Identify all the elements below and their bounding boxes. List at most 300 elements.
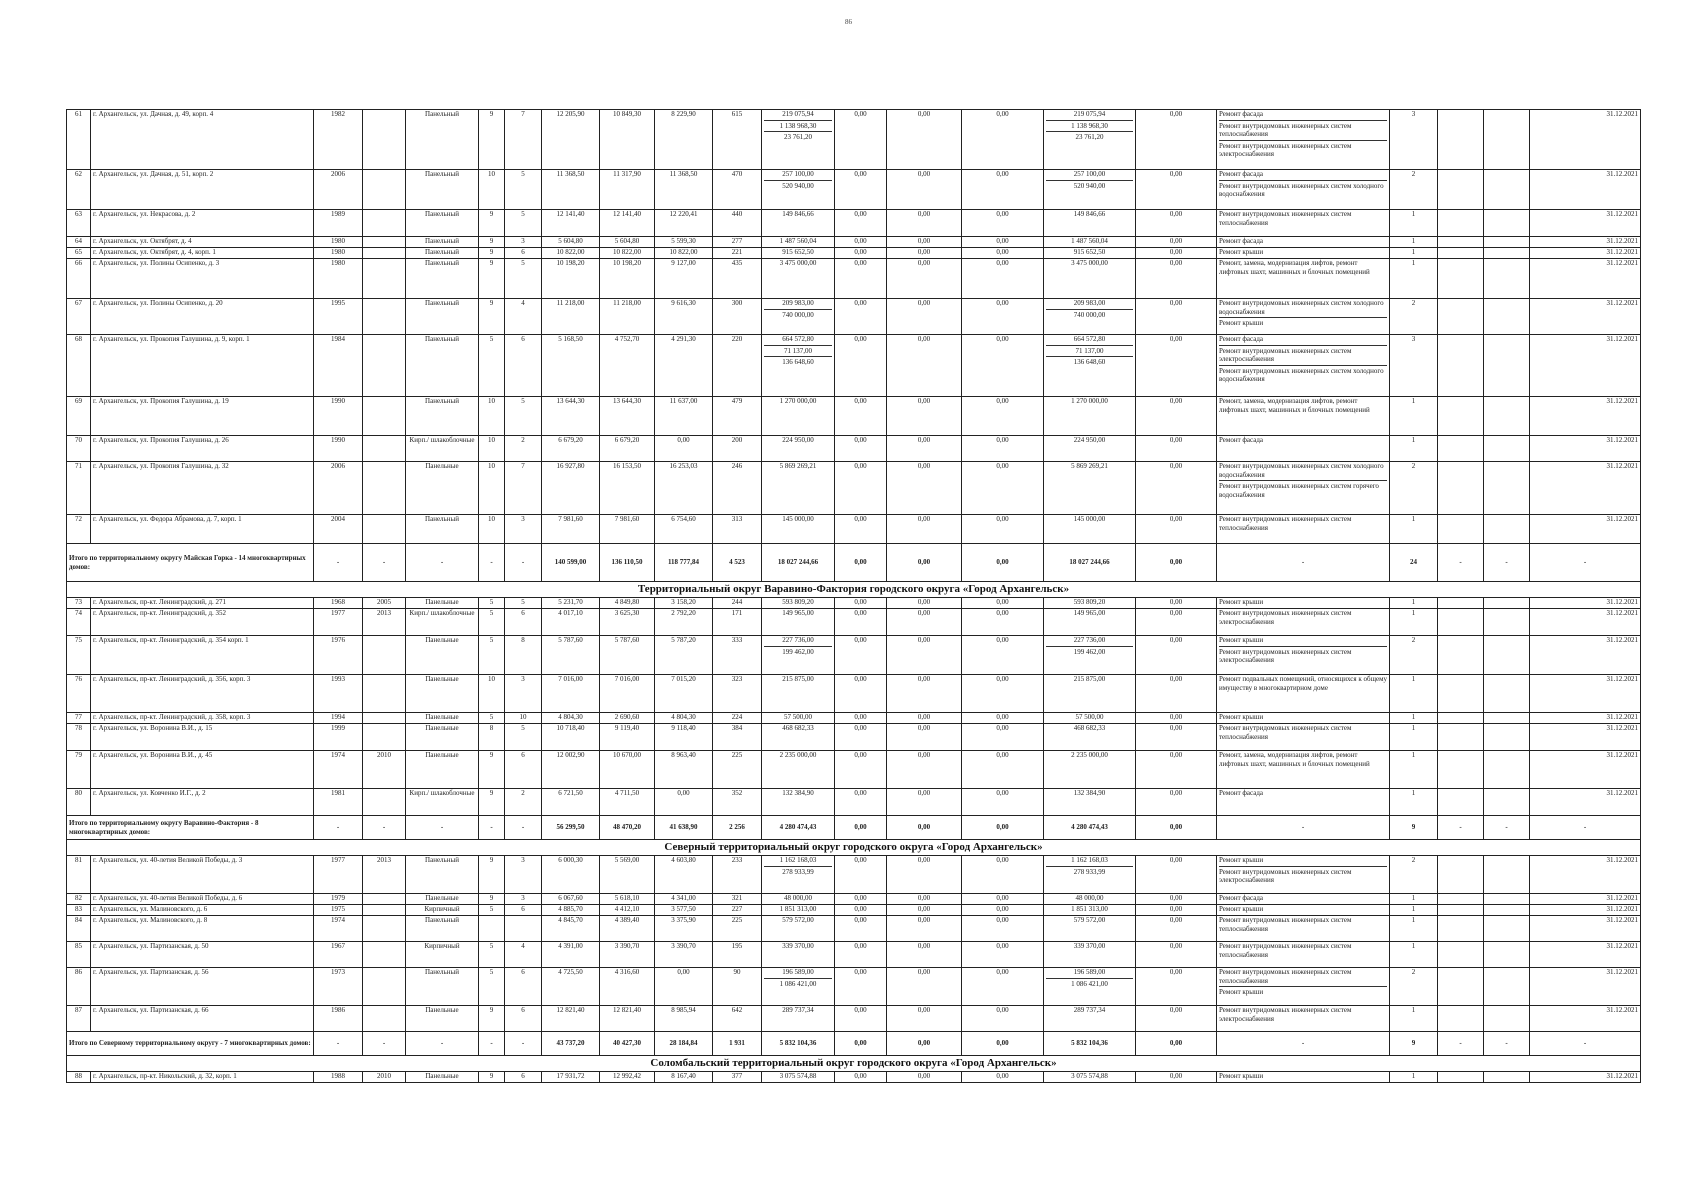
cost-total: [762, 110, 835, 170]
works-list-line: Ремонт внутридомовых инженерных систем электроснабжения: [1219, 609, 1352, 626]
wall-material: Кирп./ шлакоблочные: [406, 789, 479, 816]
year-renovated: [363, 335, 406, 397]
works-list-line: Ремонт внутридомовых инженерных систем электроснабжения: [1219, 140, 1387, 159]
fund-4-line: 1 162 168,03: [1071, 856, 1108, 864]
col-20: [1438, 856, 1484, 894]
fund-2: 0,00: [887, 462, 962, 515]
fund-1: 0,00: [835, 894, 887, 905]
fund-2: 0,00: [887, 110, 962, 170]
house-address: г. Архангельск, ул. Прокопия Галушина, д. 9, корп. 1: [91, 335, 314, 397]
cost-total: [762, 1006, 835, 1032]
residents: 377: [713, 1072, 762, 1083]
year-renovated: [363, 462, 406, 515]
cost-total-line: 1 138 968,30: [764, 120, 832, 131]
works-count: 2: [1390, 462, 1438, 515]
completion-date: 31.12.2021: [1530, 609, 1641, 636]
works-count: 1: [1390, 675, 1438, 713]
total-col-20-placeholder: -: [1438, 816, 1484, 840]
floors: 10: [479, 436, 505, 462]
total-fund-4: 18 027 244,66: [1044, 544, 1136, 582]
fund-4: [1044, 724, 1136, 751]
works-list-line: Ремонт фасада: [1219, 335, 1264, 343]
area-b: 8 167,40: [655, 1072, 713, 1083]
col-21: [1484, 713, 1530, 724]
cost-total-line: 915 652,50: [782, 248, 814, 256]
total-fund-4: 5 832 104,36: [1044, 1032, 1136, 1056]
fund-1: 0,00: [835, 942, 887, 968]
fund-4-line: 149 846,66: [1073, 210, 1106, 218]
year-built: 1999: [314, 724, 363, 751]
entrances: 2: [505, 789, 542, 816]
fund-5: 0,00: [1136, 905, 1217, 916]
works-count: 1: [1390, 942, 1438, 968]
year-built: 1989: [314, 210, 363, 237]
fund-1: 0,00: [835, 636, 887, 675]
total-date-placeholder: -: [1530, 816, 1641, 840]
col-21: [1484, 724, 1530, 751]
area-a: 4 412,10: [600, 905, 655, 916]
house-address: г. Архангельск, ул. Ковченко И.Г., д. 2: [91, 789, 314, 816]
fund-5: 0,00: [1136, 515, 1217, 544]
house-address: г. Архангельск, ул. 40-летия Великой Победы, д. 3: [91, 856, 314, 894]
area-total: 6 679,20: [542, 436, 600, 462]
col-20: [1438, 397, 1484, 436]
area-total: 12 205,90: [542, 110, 600, 170]
total-count: 9: [1390, 1032, 1438, 1056]
area-a: 4 316,60: [600, 968, 655, 1006]
floors: 10: [479, 462, 505, 515]
works-list-line: Ремонт внутридомовых инженерных систем электроснабжения: [1219, 866, 1387, 885]
fund-4: [1044, 598, 1136, 609]
col-21: [1484, 110, 1530, 170]
total-label: Итого по территориальному округу Майская Горка - 14 многоквартирных домов:: [67, 544, 314, 582]
fund-1: 0,00: [835, 515, 887, 544]
house-address: г. Архангельск, ул. Октябрят, д. 4: [91, 237, 314, 248]
fund-4-line: 915 652,50: [1073, 248, 1106, 256]
fund-4: [1044, 856, 1136, 894]
house-address: г. Архангельск, ул. Малиновского, д. 6: [91, 905, 314, 916]
works-list-line: Ремонт крыши: [1219, 598, 1264, 606]
works-list-line: Ремонт фасада: [1219, 237, 1264, 245]
cost-total-line: 520 940,00: [764, 180, 832, 191]
year-built: 1977: [314, 856, 363, 894]
fund-1: 0,00: [835, 789, 887, 816]
works-list-line: Ремонт, замена, модернизация лифтов, ремонт лифтовых шахт, машинных и блочных помещений: [1219, 751, 1370, 768]
total-fund-3: 0,00: [962, 1032, 1044, 1056]
fund-4-line: 1 487 560,04: [1071, 237, 1108, 245]
fund-4-line: 132 384,90: [1073, 789, 1106, 797]
area-a: 13 644,30: [600, 397, 655, 436]
area-b: 4 603,80: [655, 856, 713, 894]
floors: 5: [479, 713, 505, 724]
cost-total-line: 1 162 168,03: [779, 856, 817, 864]
fund-4: [1044, 210, 1136, 237]
fund-3: 0,00: [962, 675, 1044, 713]
area-total: 7 981,60: [542, 515, 600, 544]
year-renovated: [363, 259, 406, 299]
completion-date: 31.12.2021: [1530, 1072, 1641, 1083]
area-total: 11 368,50: [542, 170, 600, 210]
fund-4-line: 593 809,20: [1073, 598, 1106, 606]
fund-1: 0,00: [835, 397, 887, 436]
row-number: 63: [67, 210, 91, 237]
cost-total-line: 224 950,00: [782, 436, 814, 444]
area-b: 0,00: [655, 968, 713, 1006]
area-total: 4 017,10: [542, 609, 600, 636]
total-area-total: 56 299,50: [542, 816, 600, 840]
fund-2: 0,00: [887, 299, 962, 335]
cost-total-line: 593 809,20: [782, 598, 814, 606]
fund-5: 0,00: [1136, 675, 1217, 713]
floors: 10: [479, 515, 505, 544]
cost-total-line: 136 648,60: [764, 356, 832, 367]
total-col-21-placeholder: -: [1484, 816, 1530, 840]
area-b: 9 616,30: [655, 299, 713, 335]
wall-material: Панельные: [406, 598, 479, 609]
works-list: [1217, 598, 1390, 609]
residents: 277: [713, 237, 762, 248]
area-total: 12 821,40: [542, 1006, 600, 1032]
area-a: 12 141,40: [600, 210, 655, 237]
cost-total-line: 257 100,00: [782, 170, 814, 178]
year-built: 1968: [314, 598, 363, 609]
area-a: 5 787,60: [600, 636, 655, 675]
col-21: [1484, 598, 1530, 609]
wall-material: Панельные: [406, 724, 479, 751]
fund-1: 0,00: [835, 210, 887, 237]
completion-date: 31.12.2021: [1530, 856, 1641, 894]
completion-date: 31.12.2021: [1530, 894, 1641, 905]
works-list: [1217, 1072, 1390, 1083]
total-area-a: 48 470,20: [600, 816, 655, 840]
entrances: 5: [505, 724, 542, 751]
fund-1: 0,00: [835, 916, 887, 942]
area-a: 10 198,20: [600, 259, 655, 299]
residents: 227: [713, 905, 762, 916]
col-20: [1438, 916, 1484, 942]
entrances: 5: [505, 397, 542, 436]
district-title: Территориальный округ Варавино-Фактория городского округа «Город Архангельск»: [67, 582, 1641, 598]
row-number: 79: [67, 751, 91, 789]
cost-total: [762, 598, 835, 609]
table-row: [67, 968, 1641, 1006]
year-built: 1973: [314, 968, 363, 1006]
total-cost: 5 832 104,36: [762, 1032, 835, 1056]
area-total: 5 787,60: [542, 636, 600, 675]
residents: 225: [713, 751, 762, 789]
col-20: [1438, 894, 1484, 905]
area-total: 4 885,70: [542, 905, 600, 916]
total-residents: 4 523: [713, 544, 762, 582]
works-count: 1: [1390, 259, 1438, 299]
works-list-line: Ремонт внутридомовых инженерных систем холодного водоснабжения: [1219, 180, 1387, 199]
total-fund-2: 0,00: [887, 816, 962, 840]
house-address: г. Архангельск, ул. Воронина В.И., д. 15: [91, 724, 314, 751]
fund-5: 0,00: [1136, 968, 1217, 1006]
total-cost: 4 280 474,43: [762, 816, 835, 840]
year-renovated: [363, 436, 406, 462]
works-count: 1: [1390, 237, 1438, 248]
cost-total: [762, 210, 835, 237]
cost-total: [762, 916, 835, 942]
cost-total: [762, 789, 835, 816]
entrances: 7: [505, 462, 542, 515]
fund-3: 0,00: [962, 299, 1044, 335]
completion-date: 31.12.2021: [1530, 436, 1641, 462]
col-21: [1484, 916, 1530, 942]
fund-2: 0,00: [887, 397, 962, 436]
house-address: г. Архангельск, пр-кт. Ленинградский, д. 358, корп. 3: [91, 713, 314, 724]
area-b: 3 577,50: [655, 905, 713, 916]
table-row: [67, 724, 1641, 751]
fund-4: [1044, 436, 1136, 462]
table-row: [67, 1072, 1641, 1083]
table-row: [67, 110, 1641, 170]
wall-material: Панельный: [406, 397, 479, 436]
row-number: 73: [67, 598, 91, 609]
residents: 221: [713, 248, 762, 259]
area-b: 2 792,20: [655, 609, 713, 636]
cost-total-line: 149 846,66: [782, 210, 814, 218]
fund-5: 0,00: [1136, 210, 1217, 237]
works-list-line: Ремонт крыши: [1219, 248, 1264, 256]
floors: 10: [479, 397, 505, 436]
completion-date: 31.12.2021: [1530, 675, 1641, 713]
table-row: [67, 675, 1641, 713]
total-fund-2: 0,00: [887, 1032, 962, 1056]
col-20: [1438, 436, 1484, 462]
fund-2: 0,00: [887, 1072, 962, 1083]
fund-3: 0,00: [962, 1072, 1044, 1083]
year-built: 1981: [314, 789, 363, 816]
wall-material: Панельный: [406, 335, 479, 397]
area-b: 0,00: [655, 436, 713, 462]
house-address: г. Архангельск, ул. Воронина В.И., д. 45: [91, 751, 314, 789]
col-20: [1438, 170, 1484, 210]
fund-4-line: 1 270 000,00: [1071, 397, 1108, 405]
works-list: [1217, 916, 1390, 942]
works-list: [1217, 299, 1390, 335]
fund-4: [1044, 515, 1136, 544]
total-year-reno-placeholder: -: [363, 544, 406, 582]
area-total: 5 231,70: [542, 598, 600, 609]
entrances: 2: [505, 436, 542, 462]
fund-4-line: 196 589,00: [1073, 968, 1106, 976]
col-20: [1438, 905, 1484, 916]
col-20: [1438, 789, 1484, 816]
residents: 244: [713, 598, 762, 609]
residents: 384: [713, 724, 762, 751]
fund-4-line: 149 965,00: [1073, 609, 1106, 617]
house-address: г. Архангельск, пр-кт. Ленинградский, д. 271: [91, 598, 314, 609]
works-list: [1217, 942, 1390, 968]
fund-1: 0,00: [835, 751, 887, 789]
area-b: 5 787,20: [655, 636, 713, 675]
fund-4: [1044, 462, 1136, 515]
residents: 479: [713, 397, 762, 436]
table-row: [67, 1006, 1641, 1032]
cost-total-line: 1 086 421,00: [764, 978, 832, 989]
fund-4: [1044, 789, 1136, 816]
cost-total: [762, 397, 835, 436]
total-works-placeholder: -: [1217, 544, 1390, 582]
fund-3: 0,00: [962, 110, 1044, 170]
area-b: 7 015,20: [655, 675, 713, 713]
works-list: [1217, 675, 1390, 713]
area-b: 5 599,30: [655, 237, 713, 248]
works-list: [1217, 170, 1390, 210]
entrances: 5: [505, 259, 542, 299]
year-renovated: [363, 248, 406, 259]
works-list-line: Ремонт крыши: [1219, 905, 1264, 913]
fund-3: 0,00: [962, 916, 1044, 942]
table-row: [67, 515, 1641, 544]
fund-4-line: 136 648,60: [1046, 356, 1133, 367]
year-renovated: [363, 299, 406, 335]
cost-total: [762, 462, 835, 515]
col-20: [1438, 609, 1484, 636]
residents: 246: [713, 462, 762, 515]
register-sheet: [66, 109, 1640, 1083]
total-col-21-placeholder: -: [1484, 544, 1530, 582]
fund-4-line: 227 736,00: [1073, 636, 1106, 644]
col-20: [1438, 724, 1484, 751]
fund-4-line: 339 370,00: [1073, 942, 1106, 950]
year-renovated: [363, 916, 406, 942]
table-row: [67, 905, 1641, 916]
cost-total: [762, 299, 835, 335]
fund-5: 0,00: [1136, 436, 1217, 462]
entrances: 3: [505, 856, 542, 894]
area-total: 6 721,50: [542, 789, 600, 816]
area-total: 6 000,30: [542, 856, 600, 894]
works-count: 1: [1390, 515, 1438, 544]
row-number: 78: [67, 724, 91, 751]
year-renovated: [363, 170, 406, 210]
works-list-line: Ремонт внутридомовых инженерных систем электроснабжения: [1219, 646, 1387, 665]
fund-5: 0,00: [1136, 636, 1217, 675]
cost-total: [762, 515, 835, 544]
works-list: [1217, 856, 1390, 894]
area-b: 3 375,90: [655, 916, 713, 942]
total-area-b: 41 638,90: [655, 816, 713, 840]
fund-4-line: 520 940,00: [1046, 180, 1133, 191]
cost-total-line: 57 500,00: [784, 713, 812, 721]
fund-3: 0,00: [962, 462, 1044, 515]
fund-3: 0,00: [962, 248, 1044, 259]
fund-2: 0,00: [887, 1006, 962, 1032]
fund-4: [1044, 259, 1136, 299]
area-b: 8 963,40: [655, 751, 713, 789]
entrances: 5: [505, 210, 542, 237]
cost-total: [762, 856, 835, 894]
wall-material: Панельный: [406, 515, 479, 544]
year-renovated: 2013: [363, 856, 406, 894]
total-residents: 2 256: [713, 816, 762, 840]
completion-date: 31.12.2021: [1530, 598, 1641, 609]
col-21: [1484, 636, 1530, 675]
col-20: [1438, 713, 1484, 724]
year-built: 1986: [314, 1006, 363, 1032]
entrances: 3: [505, 515, 542, 544]
works-count: 1: [1390, 397, 1438, 436]
table-row: [67, 237, 1641, 248]
floors: 9: [479, 894, 505, 905]
floors: 8: [479, 724, 505, 751]
cost-total-line: 1 270 000,00: [779, 397, 817, 405]
cost-total-line: 196 589,00: [782, 968, 814, 976]
cost-total: [762, 170, 835, 210]
area-a: 12 821,40: [600, 1006, 655, 1032]
entrances: 3: [505, 237, 542, 248]
works-count: 2: [1390, 170, 1438, 210]
cost-total: [762, 636, 835, 675]
fund-4: [1044, 1006, 1136, 1032]
total-floors-placeholder: -: [479, 544, 505, 582]
table-row: [67, 789, 1641, 816]
fund-3: 0,00: [962, 968, 1044, 1006]
works-list-line: Ремонт крыши: [1219, 317, 1387, 328]
total-count: 24: [1390, 544, 1438, 582]
cost-total-line: 339 370,00: [782, 942, 814, 950]
total-count: 9: [1390, 816, 1438, 840]
house-address: г. Архангельск, ул. Прокопия Галушина, д. 19: [91, 397, 314, 436]
floors: 9: [479, 259, 505, 299]
fund-2: 0,00: [887, 335, 962, 397]
cost-total: [762, 248, 835, 259]
cost-total-line: 664 572,80: [782, 335, 814, 343]
area-b: 3 390,70: [655, 942, 713, 968]
year-built: 1994: [314, 713, 363, 724]
row-number: 72: [67, 515, 91, 544]
works-list: [1217, 724, 1390, 751]
fund-3: 0,00: [962, 894, 1044, 905]
register-body: [67, 110, 1641, 1083]
fund-2: 0,00: [887, 436, 962, 462]
completion-date: 31.12.2021: [1530, 335, 1641, 397]
house-address: г. Архангельск, ул. Октябрят, д. 4, корп. 1: [91, 248, 314, 259]
area-a: 6 679,20: [600, 436, 655, 462]
area-a: 3 625,30: [600, 609, 655, 636]
fund-1: 0,00: [835, 237, 887, 248]
works-list: [1217, 713, 1390, 724]
cost-total: [762, 237, 835, 248]
completion-date: 31.12.2021: [1530, 515, 1641, 544]
col-21: [1484, 942, 1530, 968]
row-number: 68: [67, 335, 91, 397]
total-year-built-placeholder: -: [314, 1032, 363, 1056]
row-number: 61: [67, 110, 91, 170]
total-col-21-placeholder: -: [1484, 1032, 1530, 1056]
fund-1: 0,00: [835, 170, 887, 210]
fund-2: 0,00: [887, 724, 962, 751]
fund-1: 0,00: [835, 335, 887, 397]
fund-4: [1044, 916, 1136, 942]
house-address: г. Архангельск, ул. Федора Абрамова, д. 7, корп. 1: [91, 515, 314, 544]
year-built: 1980: [314, 259, 363, 299]
cost-total: [762, 942, 835, 968]
fund-5: 0,00: [1136, 170, 1217, 210]
cost-total-line: 468 682,33: [782, 724, 814, 732]
year-built: 2004: [314, 515, 363, 544]
works-list: [1217, 894, 1390, 905]
row-number: 75: [67, 636, 91, 675]
floors: 9: [479, 299, 505, 335]
completion-date: 31.12.2021: [1530, 462, 1641, 515]
residents: 300: [713, 299, 762, 335]
house-address: г. Архангельск, пр-кт. Никольский, д. 32, корп. 1: [91, 1072, 314, 1083]
total-fund-4: 4 280 474,43: [1044, 816, 1136, 840]
